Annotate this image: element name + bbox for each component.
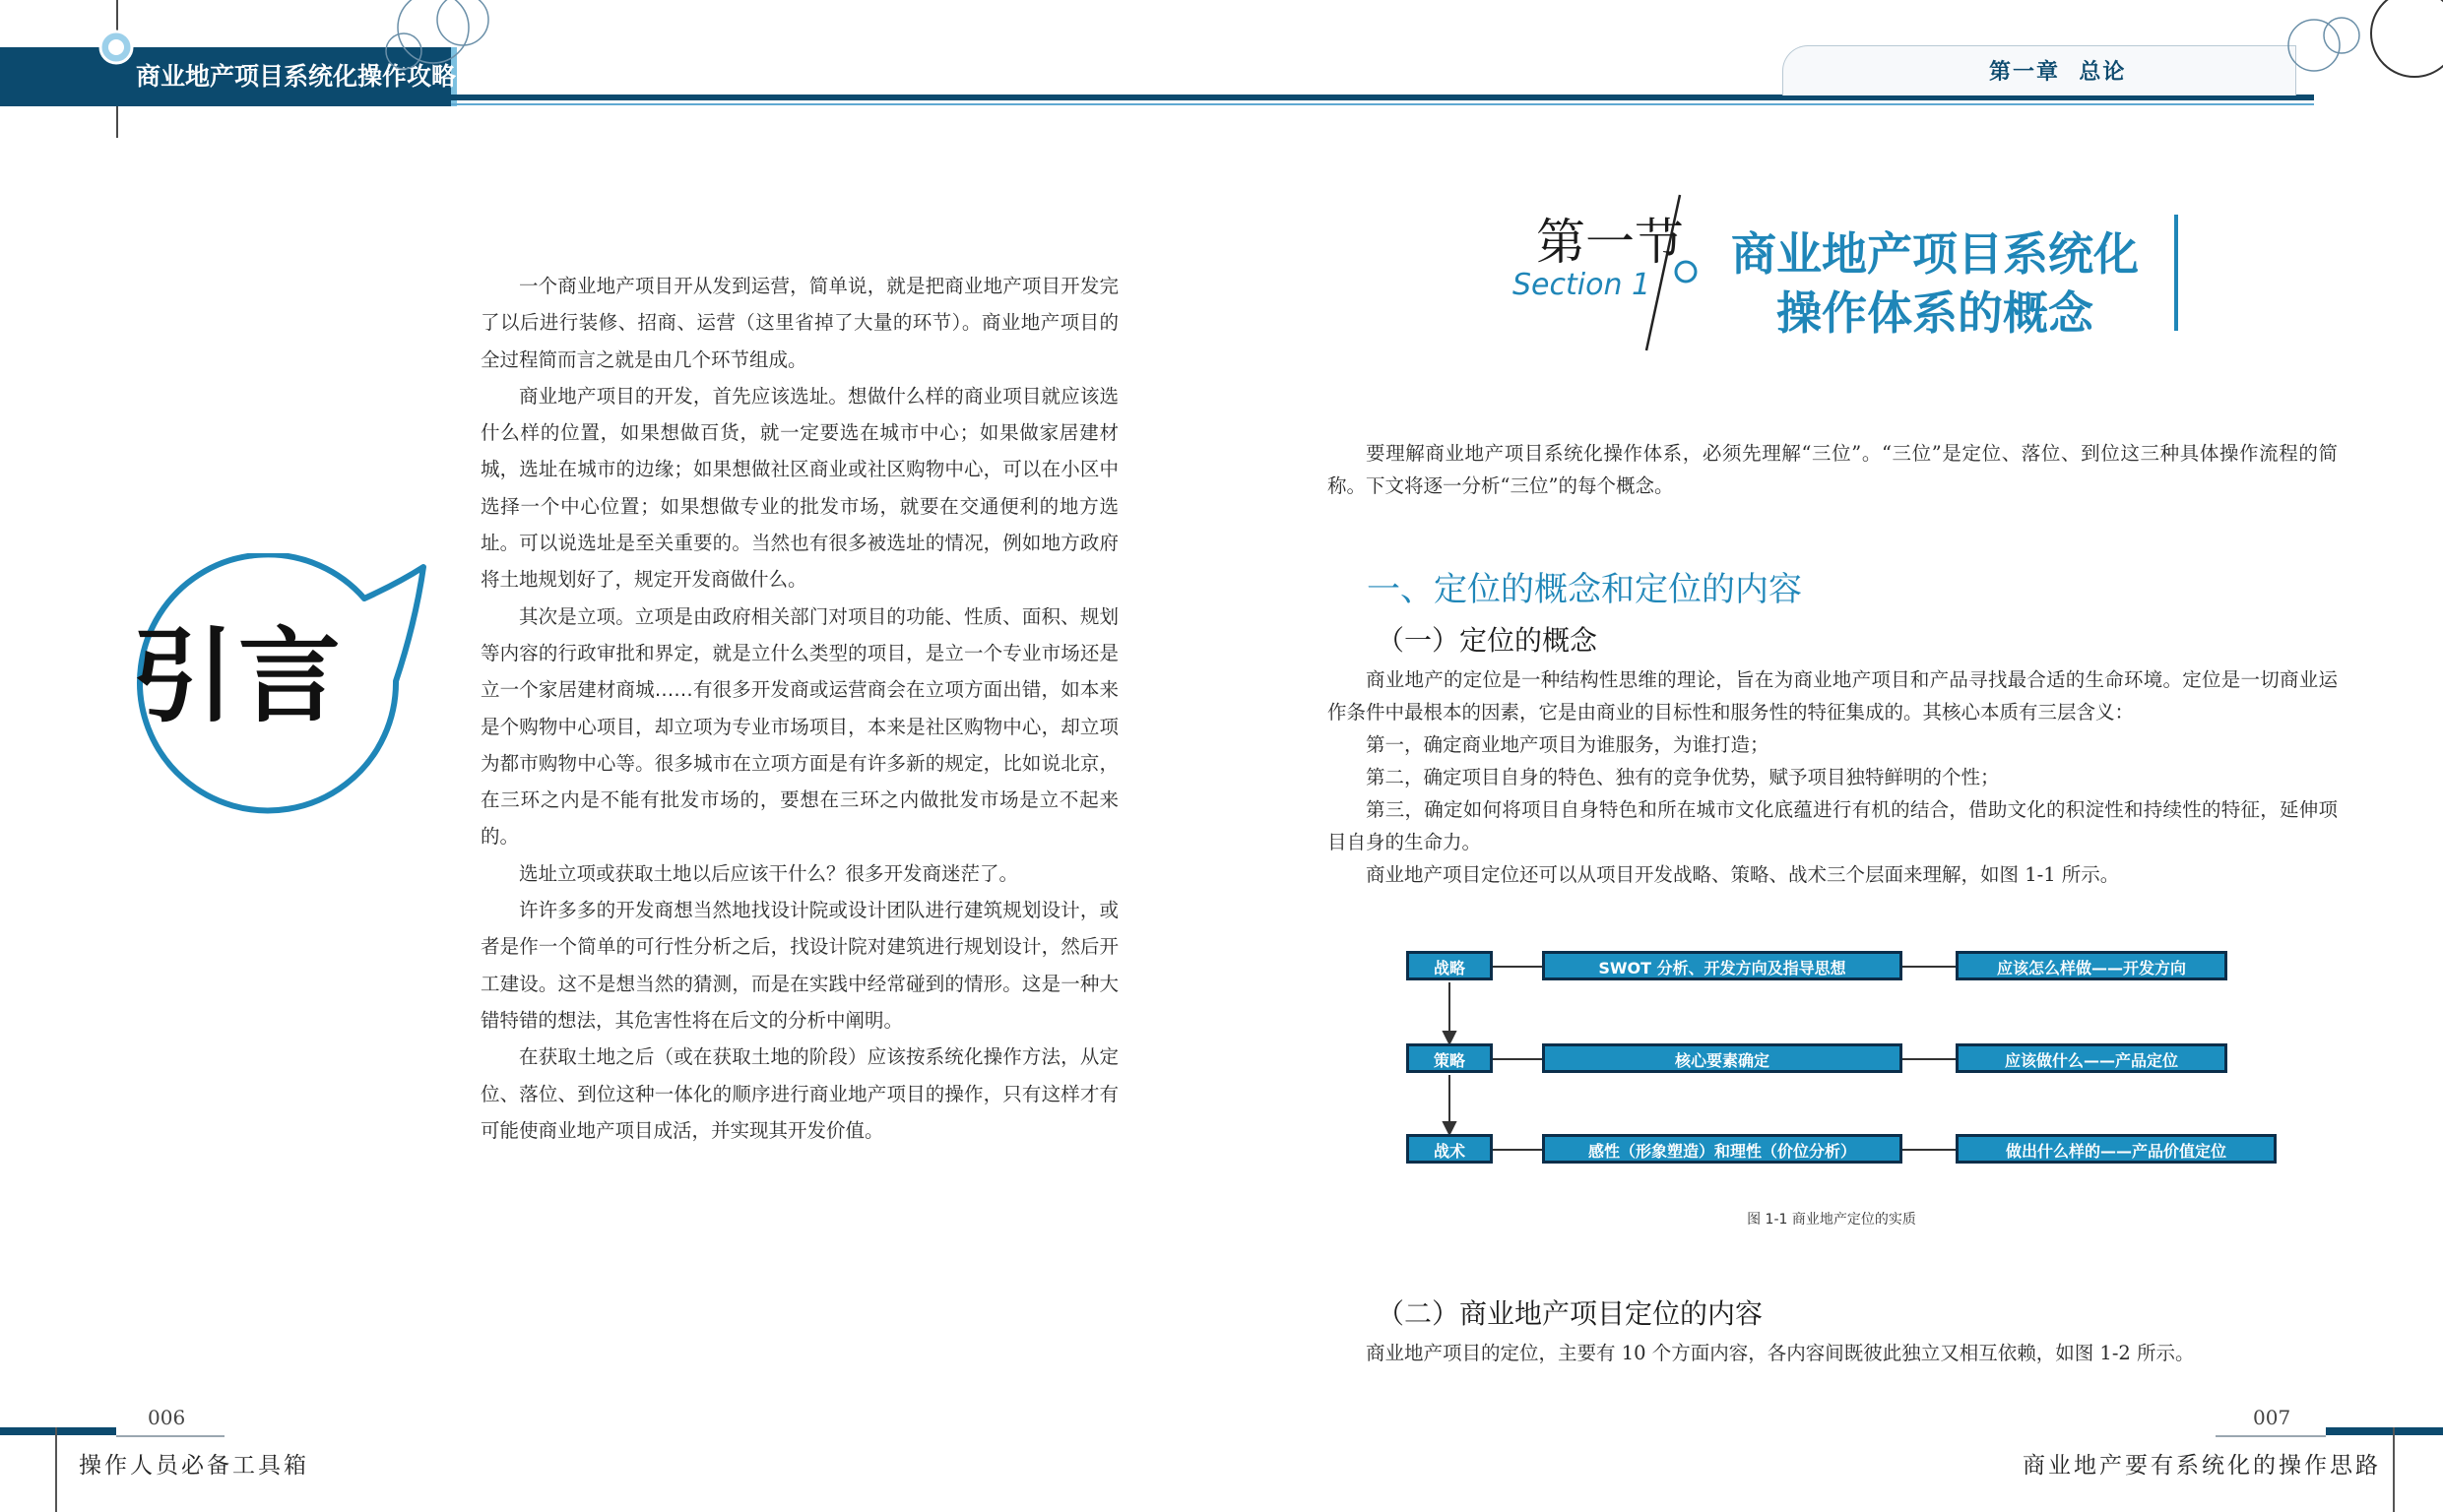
concept-paragraph: 商业地产的定位是一种结构性思维的理论，旨在为商业地产项目和产品寻找最合适的生命环境。定位是一切商业运作条件中最根本的因素，它是由商业的目标性和服务性的特征集成的。其核心本质有三层含义： — [1327, 668, 2338, 724]
chapter-title: 第一章 总论 — [1989, 60, 2127, 85]
section-number-english: Section 1 — [1512, 268, 1651, 302]
footer-bar-left — [0, 1427, 116, 1435]
left-paragraph: 在获取土地之后（或在获取土地的阶段）应该按系统化操作方法，从定位、落位、到位这种一体化的顺序进行商业地产项目的操作，只有这样才有可能使商业地产项目成活，并实现其开发价值。 — [481, 1045, 1119, 1142]
concept-paragraph: 第二，确定项目自身的特色、独有的竞争优势，赋予项目独特鲜明的个性； — [1366, 766, 2000, 788]
diagram-level-box: 战略 — [1406, 951, 1493, 980]
concept-paragraph: 第一，确定商业地产项目为谁服务，为谁打造； — [1366, 733, 1769, 756]
subheading-content: （二）商业地产项目定位的内容 — [1377, 1297, 1764, 1330]
footer-vertical-rule-left — [55, 1427, 57, 1512]
page-number-right: 007 — [2253, 1406, 2291, 1429]
diagram-middle-box: 感性（形象塑造）和理性（价位分析） — [1542, 1134, 1902, 1164]
subheading-concept: （一）定位的概念 — [1377, 624, 1598, 657]
section-number: 第一节 — [1536, 214, 1684, 271]
content-body — [1327, 1337, 2338, 1369]
diagram-right-box: 应该做什么——产品定位 — [1956, 1043, 2227, 1073]
footer-text-left: 操作人员必备工具箱 — [79, 1453, 309, 1479]
book-title: 商业地产项目系统化操作攻略 — [136, 62, 457, 91]
footer-bar-right — [2326, 1427, 2443, 1435]
diagram-right-box: 做出什么样的——产品价值定位 — [1956, 1134, 2277, 1164]
heading-positioning: 一、定位的概念和定位的内容 — [1367, 570, 1802, 609]
left-paragraph: 许许多多的开发商想当然地找设计院或设计团队进行建筑规划设计，或者是作一个简单的可行性分析之后，找设计院对建筑进行规划设计，然后开工建设。这不是想当然的猜测，而是在实践中经常碰到的情形。这是一种大错特错的想法，其危害性将在后文的分析中阐明。 — [481, 899, 1119, 1032]
diagram-right-box: 应该怎么样做——开发方向 — [1956, 951, 2227, 980]
page-number-left: 006 — [148, 1406, 186, 1429]
content-paragraph: 商业地产项目的定位，主要有 10 个方面内容，各内容间既彼此独立又相互依赖，如图 1-2 所示。 — [1366, 1342, 2195, 1364]
footer-rule-right — [2216, 1435, 2326, 1437]
left-paragraph: 其次是立项。立项是由政府相关部门对项目的功能、性质、面积、规划等内容的行政审批和界定，就是立什么类型的项目，是立一个专业市场还是立一个家居建材商城……有很多开发商或运营商会在立项方面出错，如本来是个购物中心项目，却立项为专业市场项目，本来是社区购物中心，却立项为都市购物中心等。很多城市在立项方面是有许多新的规定，比如说北京，在三环之内是不能有批发市场的，要想在三环之内做批发市场是立不起来的。 — [481, 604, 1119, 849]
diagram-level-box: 战术 — [1406, 1134, 1493, 1164]
diagram-middle-box: SWOT 分析、开发方向及指导思想 — [1542, 951, 1902, 980]
intro-paragraph: 要理解商业地产项目系统化操作体系，必须先理解“三位”。“三位”是定位、落位、到位这三种具体操作流程的简称。下文将逐一分析“三位”的每个概念。 — [1327, 442, 2338, 497]
left-paragraph: 一个商业地产项目开从发到运营，简单说，就是把商业地产项目开发完了以后进行装修、招商、运营（这里省掉了大量的环节）。商业地产项目的全过程简而言之就是由几个环节组成。 — [481, 275, 1119, 371]
concept-paragraph: 第三，确定如何将项目自身特色和所在城市文化底蕴进行有机的结合，借助文化的积淀性和持续性的特征，延伸项目自身的生命力。 — [1327, 798, 2338, 853]
diagram-middle-box: 核心要素确定 — [1542, 1043, 1902, 1073]
intro-label: 引言 — [131, 616, 345, 736]
section-title-line: 商业地产项目系统化 — [1731, 227, 2139, 281]
footer-rule-left — [116, 1435, 225, 1437]
section-title-line: 操作体系的概念 — [1776, 286, 2093, 340]
footer-vertical-rule-right — [2393, 1427, 2395, 1512]
left-paragraph: 选址立项或获取土地以后应该干什么？很多开发商迷茫了。 — [519, 861, 1019, 885]
concept-paragraph: 商业地产项目定位还可以从项目开发战略、策略、战术三个层面来理解，如图 1-1 所示。 — [1366, 863, 2120, 886]
figure-caption: 图 1-1 商业地产定位的实质 — [1747, 1212, 1916, 1228]
left-paragraph: 商业地产项目的开发，首先应该选址。想做什么样的商业项目就应该选什么样的位置，如果想做百货，就一定要选在城市中心；如果做家居建材城，选址在城市的边缘；如果想做社区商业或社区购物中心，可以在小区中选择一个中心位置；如果想做专业的批发市场，就要在交通便利的地方选址。可以说选址是至关重要的。当然也有很多被选址的情况，例如地方政府将土地规划好了，规定开发商做什么。 — [481, 384, 1119, 592]
footer-text-right: 商业地产要有系统化的操作思路 — [2023, 1453, 2381, 1479]
diagram-level-box: 策略 — [1406, 1043, 1493, 1073]
